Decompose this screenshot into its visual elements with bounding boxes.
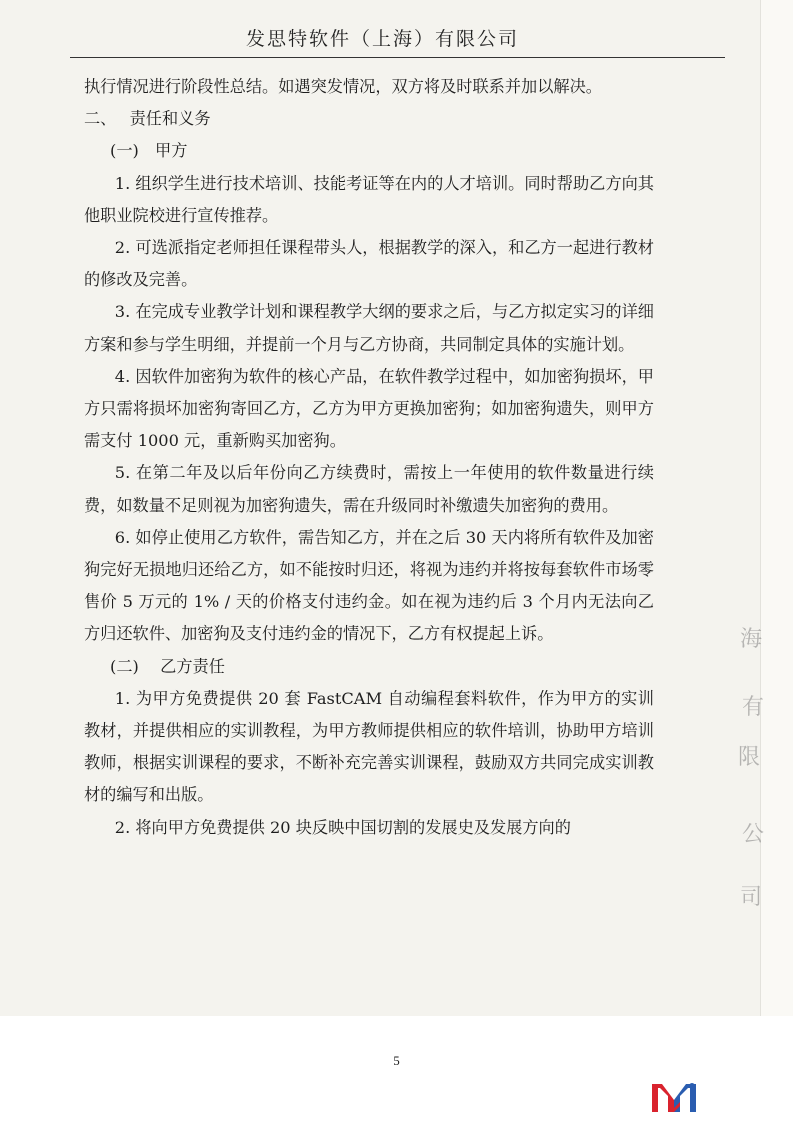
stamp-char: 海: [740, 627, 763, 652]
clause-item: 2. 可选派指定老师担任课程带头人，根据教学的深入，和乙方一起进行教材的修改及完善。: [84, 238, 654, 290]
stamp-char: 司: [740, 885, 763, 910]
stamp-char: 有: [742, 695, 765, 720]
company-header: 发思特软件（上海）有限公司: [245, 28, 519, 50]
brand-logo-icon: [650, 1080, 698, 1114]
clause-item: 1. 为甲方免费提供 20 套 FastCAM 自动编程套料软件，作为甲方的实训教材，并提供相应的实训教程，为甲方教师提供相应的软件培训，协助甲方培训教师，根据实训课程的要求，不断补充完善实训课程，鼓励双方共同完成实训教材的编写和出版。: [84, 688, 654, 805]
seal-stamp-edge: [736, 612, 776, 992]
subsection-heading: (一) 甲方: [110, 141, 188, 161]
paragraph: 执行情况进行阶段性总结。如遇突发情况，双方将及时联系并加以解决。: [84, 77, 602, 96]
document-body: [84, 71, 654, 844]
clause-item: 6. 如停止使用乙方软件，需告知乙方，并在之后 30 天内将所有软件及加密狗完好无损地归还给乙方，如不能按时归还，将视为违约并将按每套软件市场零售价 5 万元的 1% / 天的价格支付违约金。如在视为违约后 3 个月内无法向乙方归还软件、加密狗及支付违约金的情况下，乙方有权提起上诉。: [84, 527, 654, 644]
stamp-char: 限: [738, 745, 761, 770]
clause-item: 3. 在完成专业教学计划和课程教学大纲的要求之后，与乙方拟定实习的详细方案和参与学生明细，并提前一个月与乙方协商，共同制定具体的实施计划。: [84, 302, 654, 354]
clause-item: 4. 因软件加密狗为软件的核心产品，在软件教学过程中，如加密狗损坏，甲方只需将损坏加密狗寄回乙方，乙方为甲方更换加密狗；如加密狗遗失，则甲方需支付 1000 元，重新购买加密狗。: [84, 366, 654, 451]
clause-item: 5. 在第二年及以后年份向乙方续费时，需按上一年使用的软件数量进行续费，如数量不足则视为加密狗遗失，需在升级同时补缴遗失加密狗的费用。: [84, 463, 654, 515]
clause-item: 1. 组织学生进行技术培训、技能考证等在内的人才培训。同时帮助乙方向其他职业院校进行宣传推荐。: [84, 173, 654, 225]
section-heading: 二、 责任和义务: [84, 109, 211, 129]
subsection-heading: (二) 乙方责任: [110, 656, 225, 676]
clause-item: 2. 将向甲方免费提供 20 块反映中国切割的发展史及发展方向的: [114, 817, 571, 837]
header-rule: [70, 57, 725, 58]
page-number: 5: [393, 1053, 400, 1068]
stamp-char: 公: [742, 822, 765, 847]
